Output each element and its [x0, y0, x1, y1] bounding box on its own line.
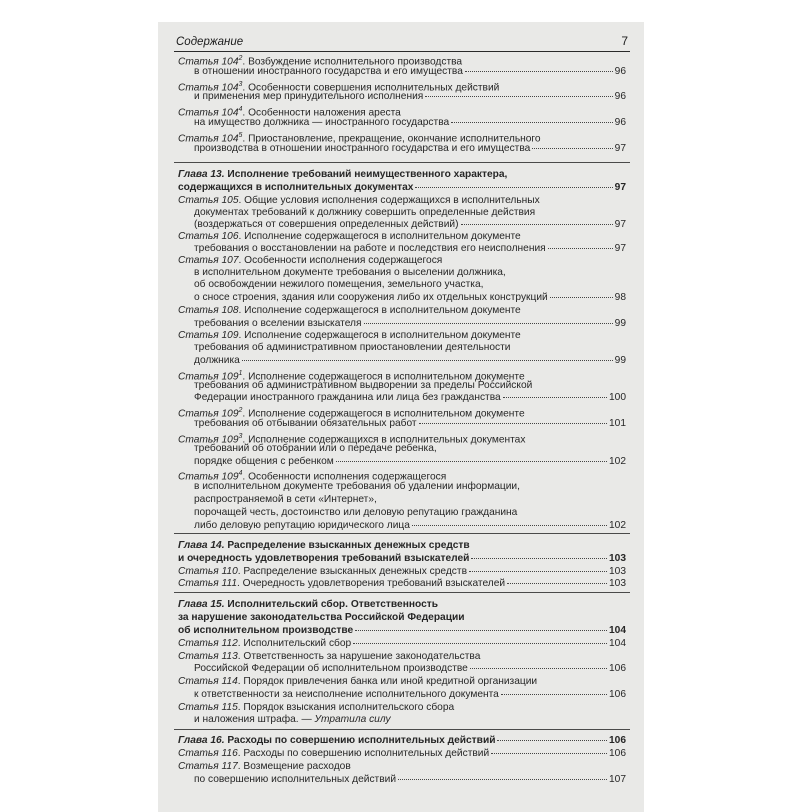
- article-superscript: 3: [238, 433, 243, 440]
- article-label: Статья 112: [178, 638, 238, 649]
- toc-entry-line: [194, 456, 626, 468]
- dot-leader: [548, 248, 613, 249]
- dot-leader: [491, 753, 607, 754]
- entry-text: [178, 625, 353, 637]
- article-label: Статья 104: [178, 107, 239, 119]
- toc-entry-line: [194, 774, 626, 786]
- entry-text: [194, 355, 240, 367]
- dot-leader: [550, 297, 613, 298]
- dot-leader: [242, 360, 613, 361]
- toc-entry-line: [194, 355, 626, 367]
- dot-leader: [336, 461, 607, 462]
- toc-entry-line: [194, 207, 626, 219]
- entry-text: [194, 456, 334, 468]
- entry-page-number: 104: [609, 638, 626, 649]
- toc-entry-line: [178, 651, 626, 663]
- entry-page-number: 103: [609, 566, 626, 577]
- entry-text: [194, 117, 449, 129]
- toc-entry-line: [178, 702, 626, 714]
- toc-entry-line: [194, 689, 626, 701]
- entry-text: [194, 143, 530, 155]
- entry-title: . Очередность удовлетворения требований взыскателей: [237, 578, 506, 589]
- entry-page-number: 106: [609, 748, 626, 759]
- entry-title: об освобождении нежилого помещения, земельного участка,: [194, 279, 484, 290]
- entry-text: [178, 553, 469, 565]
- chapter-entry-line: [178, 182, 626, 194]
- entry-text: [178, 735, 495, 747]
- toc-entry-line: [178, 638, 626, 650]
- entry-title: требования о восстановлении на работе и последствия его неисполнения: [194, 243, 546, 254]
- entry-text: [178, 540, 470, 552]
- toc-entry-line: [194, 279, 626, 291]
- entry-title: . Исполнение содержащегося в исполнительном документе: [242, 371, 525, 383]
- chapter-entry-line: [178, 625, 626, 637]
- entry-title: либо деловую репутацию юридического лица: [194, 520, 410, 531]
- entry-text: [194, 267, 506, 279]
- toc-entry-line: [194, 117, 626, 129]
- entry-title: в отношении иностранного государства и его имущества: [194, 66, 463, 77]
- toc-entry-line: [194, 481, 626, 493]
- article-label: Статья 109: [178, 330, 239, 341]
- entry-title: на имущество должника — иностранного государства: [194, 117, 450, 128]
- dot-leader: [355, 630, 607, 631]
- entry-text: [194, 418, 417, 430]
- entry-title: Российской Федерации об исполнительном производстве: [194, 663, 468, 674]
- entry-title: по совершению исполнительных действий: [194, 774, 397, 785]
- entry-title: в исполнительном документе требования об удалении информации,: [194, 481, 520, 492]
- chapter-entry-line: [178, 599, 626, 611]
- entry-text: [178, 255, 442, 267]
- toc-entry-line: [194, 392, 626, 404]
- entry-text: [194, 689, 499, 701]
- toc-entry-line: [194, 91, 626, 103]
- chapter-divider: [174, 533, 630, 534]
- toc-entry-line: [194, 714, 626, 726]
- entry-title: Исполнительский сбор. Ответственность: [224, 599, 439, 610]
- toc-entry-line: [194, 520, 626, 532]
- entry-text: [194, 342, 511, 354]
- chapter-label: Глава 13.: [178, 169, 225, 180]
- entry-title: Расходы по совершению исполнительных действий: [224, 735, 496, 746]
- entry-text: [178, 676, 537, 688]
- entry-title: требования об административном выдворении за пределы Российской: [194, 380, 533, 391]
- entry-title: к ответственности за неисполнение исполнительного документа: [194, 689, 499, 700]
- entry-title: . Исполнение содержащегося в исполнительном документе: [242, 408, 525, 420]
- article-label: Статья 109: [178, 434, 239, 446]
- chapter-divider: [174, 592, 630, 593]
- entry-text: [178, 305, 521, 317]
- entry-page-number: 106: [609, 663, 626, 674]
- article-superscript: 2: [238, 407, 243, 414]
- entry-title: . Особенности исполнения содержащегося: [238, 255, 443, 266]
- entry-title: в исполнительном документе требования о выселении должника,: [194, 267, 506, 278]
- entry-title: . Исполнение содержащегося в исполнительном документе: [238, 330, 521, 341]
- entry-title: требований об отобрании или о передаче ребенка,: [194, 443, 437, 454]
- toc-entry-line: [194, 663, 626, 675]
- dot-leader: [465, 71, 613, 72]
- toc-entry-line: [178, 231, 626, 243]
- article-label: Статья 117: [178, 761, 238, 772]
- entry-title: об исполнительном производстве: [178, 625, 354, 636]
- dot-leader: [470, 668, 607, 669]
- entry-text: [194, 91, 423, 103]
- entry-page-number: 96: [614, 117, 626, 128]
- entry-title: порочащей честь, достоинство или деловую репутацию гражданина: [194, 507, 518, 518]
- entry-page-number: 97: [614, 143, 626, 154]
- article-superscript: 4: [238, 106, 243, 113]
- entry-text: [178, 182, 413, 194]
- entry-text: [178, 330, 521, 342]
- toc-entry-line: [178, 748, 626, 760]
- article-label: Статья 107: [178, 255, 239, 266]
- dot-leader: [503, 397, 607, 398]
- entry-title: . Ответственность за нарушение законодательства: [237, 651, 481, 662]
- entry-text: [178, 748, 489, 760]
- entry-title: содержащихся в исполнительных документах: [178, 182, 414, 193]
- entry-title: . Распределение взысканных денежных средств: [237, 566, 467, 577]
- entry-text: [178, 231, 521, 243]
- chapter-entry-line: [178, 735, 626, 747]
- entry-title: производства в отношении иностранного государства и его имущества: [194, 143, 531, 154]
- entry-text: [194, 243, 546, 255]
- article-label: Статья 109: [178, 371, 239, 383]
- entry-text: [194, 380, 532, 392]
- article-label: Статья 109: [178, 471, 239, 483]
- section-title: Содержание: [176, 36, 244, 48]
- toc-entry-line: [194, 494, 626, 506]
- dot-leader: [469, 571, 607, 572]
- entry-page-number: 99: [614, 355, 626, 366]
- entry-title: . Исполнение содержащегося в исполнительном документе: [238, 305, 521, 316]
- article-superscript: 4: [238, 470, 243, 477]
- dot-leader: [353, 643, 607, 644]
- entry-title: . Порядок взыскания исполнительского сбора: [237, 702, 455, 713]
- article-superscript: 5: [238, 132, 243, 139]
- chapter-label: Глава 16.: [178, 735, 225, 746]
- entry-page-number: 100: [609, 392, 626, 403]
- entry-title: . Общие условия исполнения содержащихся в исполнительных: [238, 195, 540, 206]
- dot-leader: [419, 423, 607, 424]
- entry-title: за нарушение законодательства Российской Федерации: [178, 612, 465, 623]
- entry-page-number: 102: [609, 456, 626, 467]
- toc-entry-line: [178, 255, 626, 267]
- chapter-divider: [174, 162, 630, 163]
- entry-page-number: 106: [609, 735, 626, 746]
- entry-text: [194, 219, 459, 231]
- toc-entry-line: [178, 761, 626, 773]
- entry-title: Федерации иностранного гражданина или лица без гражданства: [194, 392, 501, 403]
- entry-text: [194, 663, 468, 675]
- toc-entry-line: [194, 66, 626, 78]
- entry-page-number: 101: [609, 418, 626, 429]
- entry-text: [178, 702, 454, 714]
- chapter-label: Глава 15.: [178, 599, 225, 610]
- article-label: Статья 115: [178, 702, 238, 713]
- entry-text: [194, 481, 520, 493]
- entry-page-number: 97: [614, 182, 626, 193]
- article-label: Статья 111: [178, 578, 237, 589]
- chapter-entry-line: [178, 540, 626, 552]
- entry-title: . Исполнительский сбор: [237, 638, 352, 649]
- dot-leader: [532, 148, 612, 149]
- entry-title: . Особенности исполнения содержащегося: [242, 471, 447, 483]
- toc-entry-line: [178, 566, 626, 578]
- article-label: Статья 110: [178, 566, 238, 577]
- entry-title: требования об административном приостановлении деятельности: [194, 342, 511, 353]
- entry-title: . Особенности совершения исполнительных действий: [242, 82, 500, 94]
- dot-leader: [415, 187, 612, 188]
- dot-leader: [412, 525, 607, 526]
- chapter-entry-line: [178, 612, 626, 624]
- entry-title: . Особенности наложения ареста: [242, 107, 401, 119]
- chapter-entry-line: [178, 553, 626, 565]
- entry-text: [194, 207, 535, 219]
- dot-leader: [471, 558, 607, 559]
- entry-title: Исполнение требований неимущественного характера,: [224, 169, 508, 180]
- entry-text: [178, 638, 351, 650]
- article-label: Статья 104: [178, 56, 239, 68]
- entry-title: . Приостановление, прекращение, окончание исполнительного: [242, 133, 541, 145]
- page-number: 7: [621, 34, 628, 48]
- chapter-label: Глава 14.: [178, 540, 225, 551]
- entry-text: [178, 599, 438, 611]
- dot-leader: [497, 740, 607, 741]
- article-label: Статья 113: [178, 651, 238, 662]
- entry-title: о сносе строения, здания или сооружения либо их отдельных конструкций: [194, 292, 548, 303]
- toc-entry-line: [178, 578, 626, 590]
- entry-text: [178, 578, 505, 590]
- entry-title: должника: [194, 355, 240, 366]
- entry-page-number: 106: [609, 689, 626, 700]
- dot-leader: [451, 122, 613, 123]
- entry-page-number: 103: [609, 553, 626, 564]
- toc-entry-line: [178, 195, 626, 207]
- entry-text: [194, 392, 501, 404]
- toc-entry-line: [194, 507, 626, 519]
- entry-text: [194, 507, 517, 519]
- entry-title: . Расходы по совершению исполнительных действий: [237, 748, 490, 759]
- chapter-entry-line: [178, 169, 626, 181]
- toc-entry-line: [194, 418, 626, 430]
- entry-page-number: 98: [614, 292, 626, 303]
- entry-page-number: 99: [614, 318, 626, 329]
- article-label: Статья 108: [178, 305, 239, 316]
- entry-title: . Возмещение расходов: [237, 761, 351, 772]
- toc-entry-line: [178, 676, 626, 688]
- entry-text: [194, 520, 410, 532]
- toc-entry-line: [194, 267, 626, 279]
- toc-entry-line: [194, 380, 626, 392]
- entry-page-number: 97: [614, 243, 626, 254]
- entry-text: [178, 612, 465, 624]
- dot-leader: [425, 96, 612, 97]
- article-label: Статья 109: [178, 408, 239, 420]
- entry-text: [194, 494, 377, 506]
- entry-page-number: 103: [609, 578, 626, 589]
- toc-entry-line: [194, 318, 626, 330]
- toc-entry-line: [194, 292, 626, 304]
- entry-page-number: 96: [614, 91, 626, 102]
- entry-title: . Исполнение содержащегося в исполнительном документе: [238, 231, 521, 242]
- entry-title: и наложения штрафа. —: [194, 714, 315, 725]
- dot-leader: [364, 323, 613, 324]
- dot-leader: [461, 224, 613, 225]
- entry-text: [178, 169, 507, 181]
- article-superscript: 2: [238, 55, 243, 62]
- entry-title: документах требований к должнику совершить определенные действия: [194, 207, 536, 218]
- toc-entry-line: [194, 143, 626, 155]
- entry-title: порядке общения с ребенком: [194, 456, 334, 467]
- entry-text: [194, 318, 362, 330]
- entry-title: и применения мер принудительного исполнения: [194, 91, 424, 102]
- entry-text: [194, 774, 396, 786]
- entry-text: [178, 566, 467, 578]
- entry-title: требования о вселении взыскателя: [194, 318, 362, 329]
- article-superscript: 1: [238, 370, 243, 377]
- article-label: Статья 116: [178, 748, 238, 759]
- dot-leader: [501, 694, 607, 695]
- dot-leader: [507, 583, 607, 584]
- article-label: Статья 106: [178, 231, 239, 242]
- entry-text: [194, 292, 548, 304]
- dot-leader: [398, 779, 607, 780]
- entry-page-number: 96: [614, 66, 626, 77]
- toc-entry-line: [178, 330, 626, 342]
- toc-entry-line: [194, 342, 626, 354]
- entry-page-number: 107: [609, 774, 626, 785]
- entry-page-number: 104: [609, 625, 626, 636]
- article-label: Статья 104: [178, 82, 239, 94]
- entry-title: и очередность удовлетворения требований взыскателей: [178, 553, 470, 564]
- entry-text: [194, 714, 391, 726]
- entry-title: . Исполнение содержащихся в исполнительных документах: [242, 434, 526, 446]
- entry-text: [194, 279, 483, 291]
- entry-title: . Возбуждение исполнительного производства: [242, 56, 463, 68]
- entry-title: Распределение взысканных денежных средств: [224, 540, 470, 551]
- article-superscript: 3: [238, 81, 243, 88]
- entry-title: . Порядок привлечения банка или иной кредитной организации: [237, 676, 538, 687]
- toc-entry-line: [178, 305, 626, 317]
- entry-title: требования об отбывании обязательных работ: [194, 418, 417, 429]
- toc-entry-line: [194, 243, 626, 255]
- entry-text: [178, 761, 351, 773]
- entry-title: (воздержаться от совершения определенных действий): [194, 219, 459, 230]
- entry-text: [178, 651, 480, 663]
- article-label: Статья 104: [178, 133, 239, 145]
- article-label: Статья 114: [178, 676, 238, 687]
- chapter-divider: [174, 729, 630, 730]
- toc-entry-line: [194, 443, 626, 455]
- article-label: Статья 105: [178, 195, 239, 206]
- entry-text: [194, 443, 437, 455]
- entry-note: Утратила силу: [314, 714, 391, 725]
- toc-entry-line: [194, 219, 626, 231]
- entry-page-number: 97: [614, 219, 626, 230]
- entry-title: распространяемой в сети «Интернет»,: [194, 494, 377, 505]
- entry-page-number: 102: [609, 520, 626, 531]
- entry-text: [178, 195, 540, 207]
- entry-text: [194, 66, 463, 78]
